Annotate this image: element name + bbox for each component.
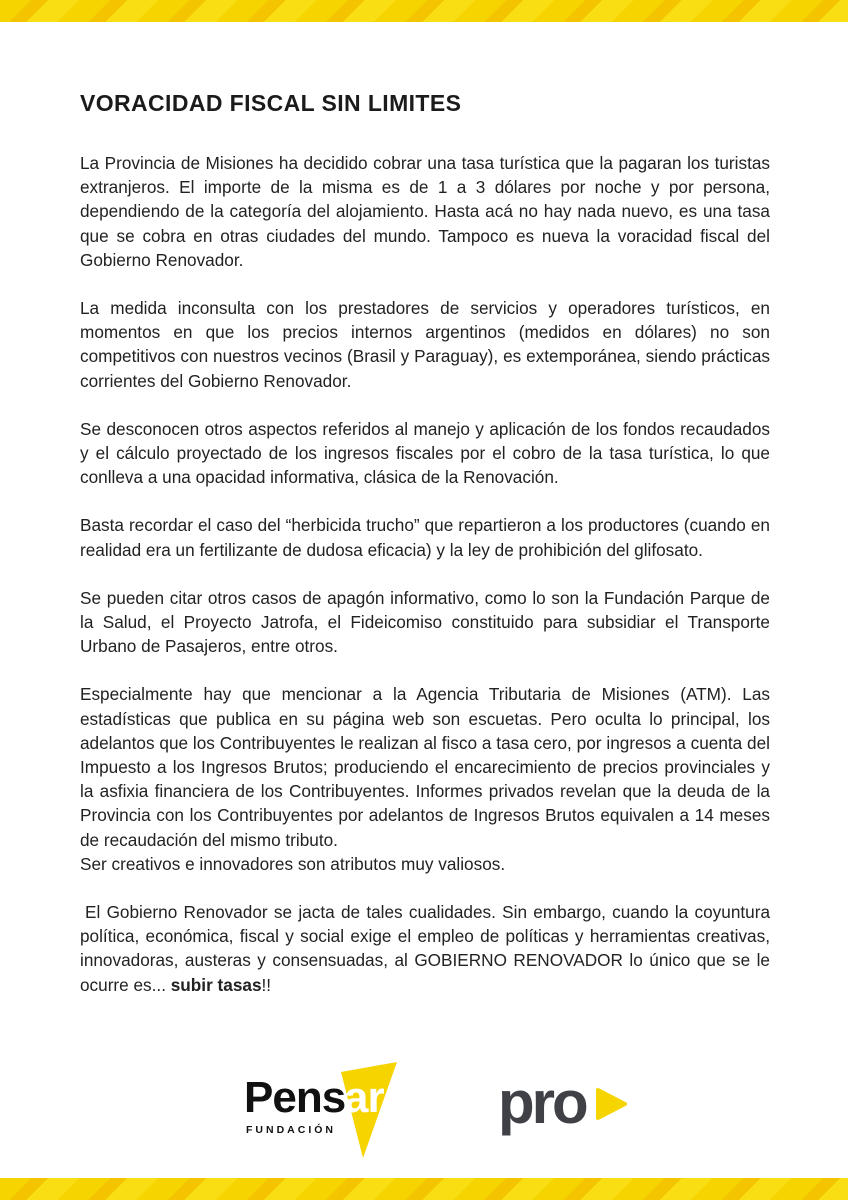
paragraph-1: La Provincia de Misiones ha decidido cobrar una tasa turística que la pagaran los turistas extranjeros. El importe de la misma es de 1 a 3 dólares por noche y por persona, dependiendo de la categoría del alojamiento. Hasta acá no hay nada nuevo, es una tasa que se cobra en otras ciudades del mundo. Tampoco es nueva la voracidad fiscal del Gobierno Renovador. xyxy=(80,153,770,270)
paragraph-5: Se pueden citar otros casos de apagón informativo, como lo son la Fundación Parque de la Salud, el Proyecto Jatrofa, el Fideicomiso constituido para subsidiar el Transporte Urbano de Pasajeros, entre otros. xyxy=(80,587,770,657)
paragraph-4: Basta recordar el caso del “herbicida trucho” que repartieron a los productores (cuando en realidad era un fertilizante de dudosa eficacia) y la ley de prohibición del glifosato. xyxy=(80,515,770,560)
final-text: El Gobierno Renovador se jacta de tales cualidades. Sin embargo, cuando la coyuntura política, económica, fiscal y social exige el empleo de políticas y herramientas creativas, innovadoras, austeras y consensuadas, al GOBIERNO RENOVADOR lo único que se le ocurre es... xyxy=(80,902,770,995)
pensar-fundacion-logo xyxy=(244,1062,404,1158)
final-bold-text: subir tasas xyxy=(170,974,262,995)
play-arrow-icon xyxy=(594,1087,628,1121)
pensar-wordmark-highlight: ar xyxy=(344,1073,384,1122)
paragraph-7: Ser creativos e innovadores son atributos muy valiosos. xyxy=(80,853,506,874)
page-title: VORACIDAD FISCAL SIN LIMITES xyxy=(80,90,462,116)
pensar-subtitle: FUNDACIÓN xyxy=(246,1124,336,1136)
paragraph-3: Se desconocen otros aspectos referidos al manejo y aplicación de los fondos recaudados y el cálculo proyectado de los ingresos fiscales por el cobro de la tasa turística, lo que conlleva a una opacidad informativa, clásica de la Renovación. xyxy=(80,418,770,488)
paragraph-2: La medida inconsulta con los prestadores de servicios y operadores turísticos, en momentos en que los precios internos argentinos (medidos en dólares) no son competitivos con nuestros vecinos (Brasil y Paraguay), es extemporánea, siendo prácticas corrientes del Gobierno Renovador. xyxy=(80,298,770,391)
bottom-yellow-stripe xyxy=(0,1178,848,1200)
paragraph-final xyxy=(80,900,770,997)
top-yellow-stripe xyxy=(0,0,848,22)
pensar-wordmark: Pens xyxy=(244,1073,346,1122)
final-end: !! xyxy=(261,974,272,995)
document-body xyxy=(80,90,770,1021)
pro-logo xyxy=(498,1069,638,1143)
pro-wordmark: pro xyxy=(498,1069,586,1136)
paragraph-6: Especialmente hay que mencionar a la Agencia Tributaria de Misiones (ATM). Las estadísticas que publica en su página web son escuetas. Pero oculta lo principal, los adelantos que los Contribuyentes le realizan al fisco a tasa cero, por ingresos a cuenta del Impuesto a los Ingresos Brutos; produciendo el encarecimiento de precios provinciales y la asfixia financiera de los Contribuyentes. Informes privados revelan que la deuda de la Provincia con los Contribuyentes por adelantos de Ingresos Brutos equivalen a 14 meses de recaudación del mismo tributo. xyxy=(80,684,770,850)
